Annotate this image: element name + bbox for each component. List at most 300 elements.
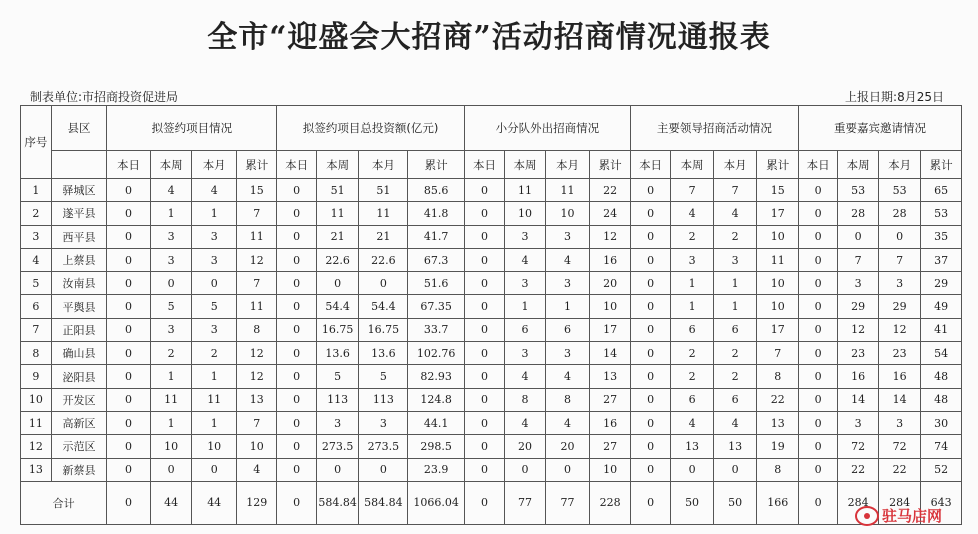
- table-cell: 0: [107, 318, 151, 341]
- table-cell: 5: [316, 365, 359, 388]
- table-cell: 10: [757, 225, 799, 248]
- table-row: [21, 318, 962, 341]
- table-cell: 16: [590, 411, 630, 434]
- table-cell: 54.4: [359, 295, 408, 318]
- subheader-cell: 本日: [107, 151, 151, 179]
- row-county: 西平县: [51, 225, 106, 248]
- table-cell: 3: [192, 225, 237, 248]
- table-cell: 13: [671, 435, 714, 458]
- table-cell: 3: [192, 248, 237, 271]
- table-cell: 0: [798, 179, 837, 202]
- table-cell: 11: [237, 295, 277, 318]
- table-cell: 113: [316, 388, 359, 411]
- table-cell: 1: [505, 295, 545, 318]
- table-cell: 0: [464, 458, 504, 481]
- header-group-guest-invites: 重要嘉宾邀请情况: [798, 106, 961, 151]
- table-cell: 0: [464, 202, 504, 225]
- table-cell: 1: [545, 295, 590, 318]
- table-cell: 8: [757, 458, 799, 481]
- table-cell: 0: [545, 458, 590, 481]
- table-cell: 17: [590, 318, 630, 341]
- table-cell: 3: [878, 272, 921, 295]
- table-cell: 0: [798, 435, 837, 458]
- table-cell: 5: [150, 295, 192, 318]
- table-cell: 0: [671, 458, 714, 481]
- table-cell: 0: [107, 435, 151, 458]
- total-cell: 1066.04: [408, 481, 464, 524]
- table-cell: 16.75: [316, 318, 359, 341]
- table-cell: 0: [277, 411, 316, 434]
- table-cell: 3: [545, 272, 590, 295]
- table-cell: 0: [630, 179, 670, 202]
- table-cell: 4: [671, 411, 714, 434]
- table-cell: 51: [359, 179, 408, 202]
- table-cell: 3: [838, 272, 878, 295]
- table-cell: 6: [505, 318, 545, 341]
- table-cell: 5: [192, 295, 237, 318]
- table-cell: 1: [713, 295, 757, 318]
- row-seq: 4: [21, 248, 52, 271]
- table-cell: 16: [838, 365, 878, 388]
- row-county: 高新区: [51, 411, 106, 434]
- table-cell: 0: [630, 458, 670, 481]
- table-cell: 273.5: [359, 435, 408, 458]
- watermark-text: 驻马店网: [882, 507, 943, 525]
- table-cell: 4: [545, 411, 590, 434]
- table-cell: 67.3: [408, 248, 464, 271]
- table-row: [21, 342, 962, 365]
- table-cell: 11: [192, 388, 237, 411]
- subheader-cell: 本月: [359, 151, 408, 179]
- row-seq: 13: [21, 458, 52, 481]
- table-cell: 0: [107, 272, 151, 295]
- table-cell: 0: [630, 225, 670, 248]
- table-cell: 72: [838, 435, 878, 458]
- table-cell: 72: [878, 435, 921, 458]
- subheader-cell: 本月: [192, 151, 237, 179]
- table-cell: 53: [838, 179, 878, 202]
- total-cell: 129: [237, 481, 277, 524]
- table-cell: 3: [505, 272, 545, 295]
- table-cell: 0: [464, 318, 504, 341]
- table-cell: 11: [316, 202, 359, 225]
- table-row: [21, 411, 962, 434]
- table-cell: 0: [798, 365, 837, 388]
- table-cell: 0: [107, 365, 151, 388]
- row-seq: 3: [21, 225, 52, 248]
- row-county: 新蔡县: [51, 458, 106, 481]
- table-cell: 12: [237, 342, 277, 365]
- table-cell: 0: [107, 458, 151, 481]
- table-cell: 4: [671, 202, 714, 225]
- table-cell: 0: [107, 295, 151, 318]
- table-cell: 1: [671, 295, 714, 318]
- table-cell: 1: [671, 272, 714, 295]
- table-cell: 48: [921, 365, 962, 388]
- table-cell: 0: [192, 458, 237, 481]
- total-cell: 50: [713, 481, 757, 524]
- total-row: [21, 481, 962, 524]
- table-cell: 2: [671, 225, 714, 248]
- table-cell: 4: [713, 202, 757, 225]
- table-cell: 0: [713, 458, 757, 481]
- table-cell: 20: [545, 435, 590, 458]
- table-cell: 0: [464, 388, 504, 411]
- header-group-investment: 拟签约项目总投资额(亿元): [277, 106, 464, 151]
- table-cell: 13: [237, 388, 277, 411]
- total-cell: 44: [192, 481, 237, 524]
- row-seq: 12: [21, 435, 52, 458]
- total-cell: 44: [150, 481, 192, 524]
- table-cell: 0: [838, 225, 878, 248]
- table-cell: 0: [359, 272, 408, 295]
- table-cell: 12: [237, 365, 277, 388]
- table-cell: 13.6: [359, 342, 408, 365]
- table-cell: 37: [921, 248, 962, 271]
- table-cell: 0: [277, 295, 316, 318]
- table-cell: 49: [921, 295, 962, 318]
- table-cell: 0: [277, 388, 316, 411]
- table-cell: 27: [590, 435, 630, 458]
- table-row: [21, 435, 962, 458]
- table-cell: 4: [713, 411, 757, 434]
- table-cell: 3: [150, 225, 192, 248]
- table-cell: 0: [464, 365, 504, 388]
- table-cell: 22: [757, 388, 799, 411]
- table-cell: 0: [277, 365, 316, 388]
- header-group-team-trips: 小分队外出招商情况: [464, 106, 630, 151]
- table-cell: 0: [630, 295, 670, 318]
- table-cell: 4: [505, 365, 545, 388]
- table-cell: 52: [921, 458, 962, 481]
- row-county: 上蔡县: [51, 248, 106, 271]
- table-cell: 10: [192, 435, 237, 458]
- subheader-row: [21, 151, 962, 179]
- table-row: [21, 202, 962, 225]
- table-cell: 12: [838, 318, 878, 341]
- table-cell: 0: [798, 388, 837, 411]
- table-cell: 17: [757, 318, 799, 341]
- watermark-dot-icon: [864, 513, 870, 519]
- table-cell: 0: [630, 272, 670, 295]
- row-seq: 7: [21, 318, 52, 341]
- table-row: [21, 365, 962, 388]
- row-seq: 9: [21, 365, 52, 388]
- table-cell: 2: [150, 342, 192, 365]
- table-cell: 20: [590, 272, 630, 295]
- total-label: 合计: [21, 481, 107, 524]
- table-cell: 41.8: [408, 202, 464, 225]
- table-cell: 14: [838, 388, 878, 411]
- table-cell: 3: [545, 225, 590, 248]
- table-cell: 10: [757, 295, 799, 318]
- subheader-cell: 本日: [464, 151, 504, 179]
- table-cell: 6: [671, 388, 714, 411]
- table-cell: 4: [150, 179, 192, 202]
- table-cell: 1: [192, 365, 237, 388]
- total-cell: 0: [277, 481, 316, 524]
- table-cell: 29: [838, 295, 878, 318]
- subheader-cell: 累计: [237, 151, 277, 179]
- table-cell: 4: [237, 458, 277, 481]
- total-cell: 77: [545, 481, 590, 524]
- row-county: 示范区: [51, 435, 106, 458]
- table-cell: 2: [713, 225, 757, 248]
- table-cell: 12: [878, 318, 921, 341]
- table-cell: 0: [630, 318, 670, 341]
- table-cell: 16.75: [359, 318, 408, 341]
- table-cell: 0: [464, 411, 504, 434]
- row-county: 泌阳县: [51, 365, 106, 388]
- table-cell: 0: [798, 458, 837, 481]
- table-cell: 0: [277, 458, 316, 481]
- table-cell: 41: [921, 318, 962, 341]
- table-cell: 30: [921, 411, 962, 434]
- total-cell: 284: [878, 481, 921, 524]
- header-seq: 序号: [21, 106, 52, 179]
- table-cell: 8: [757, 365, 799, 388]
- table-cell: 7: [713, 179, 757, 202]
- table-cell: 0: [464, 272, 504, 295]
- table-cell: 0: [277, 342, 316, 365]
- table-cell: 54.4: [316, 295, 359, 318]
- subheader-cell: 本周: [150, 151, 192, 179]
- table-cell: 74: [921, 435, 962, 458]
- table-cell: 0: [316, 458, 359, 481]
- table-cell: 2: [671, 342, 714, 365]
- table-cell: 10: [505, 202, 545, 225]
- table-cell: 3: [150, 248, 192, 271]
- table-cell: 6: [713, 388, 757, 411]
- table-cell: 15: [757, 179, 799, 202]
- subheader-cell: 本周: [671, 151, 714, 179]
- table-cell: 1: [150, 365, 192, 388]
- table-cell: 0: [630, 388, 670, 411]
- table-cell: 7: [878, 248, 921, 271]
- table-cell: 0: [630, 411, 670, 434]
- table-cell: 24: [590, 202, 630, 225]
- table-row: [21, 248, 962, 271]
- table-cell: 273.5: [316, 435, 359, 458]
- table-row: [21, 225, 962, 248]
- total-cell: 643: [921, 481, 962, 524]
- table-cell: 0: [798, 225, 837, 248]
- total-cell: 584.84: [359, 481, 408, 524]
- table-cell: 3: [878, 411, 921, 434]
- table-cell: 10: [590, 295, 630, 318]
- table-cell: 0: [464, 295, 504, 318]
- table-cell: 1: [192, 411, 237, 434]
- table-cell: 13: [713, 435, 757, 458]
- table-row: [21, 458, 962, 481]
- page-title: 全市“迎盛会大招商”活动招商情况通报表: [207, 20, 771, 55]
- row-county: 驿城区: [51, 179, 106, 202]
- table-cell: 2: [671, 365, 714, 388]
- table-cell: 0: [798, 318, 837, 341]
- table-cell: 0: [630, 342, 670, 365]
- table-cell: 0: [464, 179, 504, 202]
- subheader-cell: 本日: [798, 151, 837, 179]
- table-cell: 23.9: [408, 458, 464, 481]
- table-cell: 11: [359, 202, 408, 225]
- table-cell: 0: [464, 342, 504, 365]
- subheader-cell: 本周: [505, 151, 545, 179]
- table-cell: 1: [150, 202, 192, 225]
- table-row: [21, 388, 962, 411]
- table-cell: 4: [545, 365, 590, 388]
- row-county: 正阳县: [51, 318, 106, 341]
- table-cell: 2: [192, 342, 237, 365]
- table-cell: 0: [798, 295, 837, 318]
- table-cell: 8: [505, 388, 545, 411]
- table-cell: 0: [107, 411, 151, 434]
- table-cell: 1: [150, 411, 192, 434]
- table-cell: 65: [921, 179, 962, 202]
- header-county-blank: [51, 151, 106, 179]
- total-cell: 50: [671, 481, 714, 524]
- table-cell: 28: [838, 202, 878, 225]
- table-cell: 0: [798, 411, 837, 434]
- table-cell: 3: [505, 342, 545, 365]
- subheader-cell: 本月: [545, 151, 590, 179]
- report-date: 上报日期:8月25日: [845, 90, 944, 104]
- table-cell: 2: [713, 365, 757, 388]
- table-cell: 0: [107, 202, 151, 225]
- table-cell: 22.6: [316, 248, 359, 271]
- subheader-cell: 本周: [316, 151, 359, 179]
- total-cell: 0: [464, 481, 504, 524]
- subheader-cell: 本周: [838, 151, 878, 179]
- table-cell: 7: [671, 179, 714, 202]
- table-cell: 0: [630, 248, 670, 271]
- table-cell: 0: [798, 272, 837, 295]
- table-cell: 0: [798, 202, 837, 225]
- table-cell: 6: [713, 318, 757, 341]
- table-cell: 4: [505, 411, 545, 434]
- site-watermark: [854, 502, 954, 528]
- row-county: 确山县: [51, 342, 106, 365]
- table-cell: 11: [545, 179, 590, 202]
- table-cell: 12: [590, 225, 630, 248]
- table-cell: 13: [757, 411, 799, 434]
- table-cell: 3: [150, 318, 192, 341]
- table-cell: 22: [878, 458, 921, 481]
- table-cell: 0: [277, 225, 316, 248]
- table-cell: 0: [277, 179, 316, 202]
- table-cell: 0: [150, 458, 192, 481]
- table-cell: 54: [921, 342, 962, 365]
- header-county: 县区: [51, 106, 106, 151]
- table-cell: 10: [590, 458, 630, 481]
- table-cell: 16: [878, 365, 921, 388]
- table-cell: 53: [921, 202, 962, 225]
- table-cell: 28: [878, 202, 921, 225]
- table-cell: 124.8: [408, 388, 464, 411]
- table-cell: 3: [359, 411, 408, 434]
- table-cell: 29: [878, 295, 921, 318]
- table-cell: 82.93: [408, 365, 464, 388]
- report-unit: 制表单位:市招商投资促进局: [30, 90, 179, 104]
- table-cell: 21: [359, 225, 408, 248]
- table-cell: 3: [713, 248, 757, 271]
- table-cell: 0: [359, 458, 408, 481]
- table-cell: 0: [798, 342, 837, 365]
- table-cell: 53: [878, 179, 921, 202]
- row-county: 遂平县: [51, 202, 106, 225]
- table-cell: 0: [505, 458, 545, 481]
- table-cell: 0: [464, 435, 504, 458]
- table-cell: 0: [107, 342, 151, 365]
- table-cell: 7: [237, 272, 277, 295]
- table-cell: 0: [277, 318, 316, 341]
- table-cell: 41.7: [408, 225, 464, 248]
- table-cell: 1: [713, 272, 757, 295]
- table-cell: 0: [277, 202, 316, 225]
- table-cell: 13: [590, 365, 630, 388]
- row-county: 平舆县: [51, 295, 106, 318]
- total-cell: 0: [107, 481, 151, 524]
- row-seq: 10: [21, 388, 52, 411]
- table-cell: 85.6: [408, 179, 464, 202]
- table-cell: 3: [545, 342, 590, 365]
- subheader-cell: 累计: [757, 151, 799, 179]
- subheader-cell: 本日: [277, 151, 316, 179]
- table-cell: 22: [590, 179, 630, 202]
- row-seq: 5: [21, 272, 52, 295]
- table-cell: 0: [277, 248, 316, 271]
- table-cell: 20: [505, 435, 545, 458]
- table-cell: 6: [545, 318, 590, 341]
- table-cell: 3: [505, 225, 545, 248]
- report-table: [20, 105, 962, 525]
- total-cell: 166: [757, 481, 799, 524]
- subheader-cell: 本月: [713, 151, 757, 179]
- table-cell: 11: [505, 179, 545, 202]
- table-cell: 23: [838, 342, 878, 365]
- table-cell: 8: [545, 388, 590, 411]
- table-cell: 10: [545, 202, 590, 225]
- total-cell: 228: [590, 481, 630, 524]
- table-cell: 0: [277, 272, 316, 295]
- table-cell: 298.5: [408, 435, 464, 458]
- row-seq: 2: [21, 202, 52, 225]
- table-cell: 10: [150, 435, 192, 458]
- table-cell: 0: [150, 272, 192, 295]
- table-cell: 0: [192, 272, 237, 295]
- table-cell: 0: [316, 272, 359, 295]
- table-row: [21, 179, 962, 202]
- total-cell: 0: [798, 481, 837, 524]
- table-cell: 29: [921, 272, 962, 295]
- row-county: 汝南县: [51, 272, 106, 295]
- subheader-cell: 本月: [878, 151, 921, 179]
- table-cell: 0: [878, 225, 921, 248]
- table-cell: 13.6: [316, 342, 359, 365]
- table-cell: 7: [237, 202, 277, 225]
- table-cell: 10: [237, 435, 277, 458]
- table-cell: 3: [671, 248, 714, 271]
- table-cell: 0: [630, 202, 670, 225]
- table-cell: 0: [277, 435, 316, 458]
- table-cell: 44.1: [408, 411, 464, 434]
- subheader-cell: 累计: [921, 151, 962, 179]
- table-cell: 3: [838, 411, 878, 434]
- row-seq: 8: [21, 342, 52, 365]
- table-cell: 1: [192, 202, 237, 225]
- table-cell: 14: [878, 388, 921, 411]
- table-cell: 4: [545, 248, 590, 271]
- table-cell: 19: [757, 435, 799, 458]
